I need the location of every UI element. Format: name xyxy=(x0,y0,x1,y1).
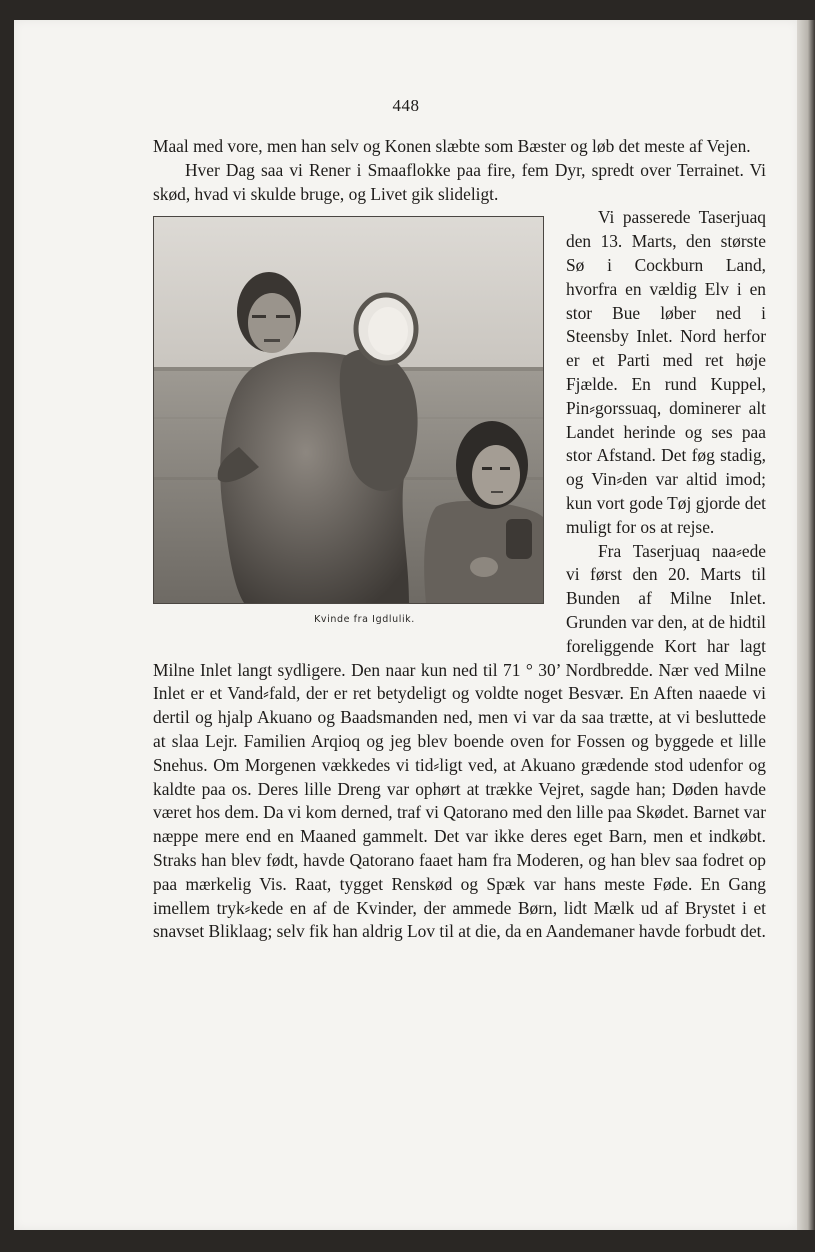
photo-woman-with-children xyxy=(153,216,544,604)
paragraph-2: Hver Dag saa vi Rener i Smaaflokke paa fire, fem Dyr, spredt over Terrainet. Vi skød, hvad vi skulde bruge, og Livet gik slideligt. xyxy=(153,159,766,204)
body-text xyxy=(153,135,766,944)
book-page xyxy=(14,20,798,1230)
book-gutter xyxy=(797,20,815,1230)
photo-caption: Kvinde fra Igdlulik. xyxy=(314,614,415,626)
paragraph-3 xyxy=(153,206,766,626)
photo-figure xyxy=(153,216,552,640)
paragraph-1: Maal med vore, men han selv og Konen slæbte som Bæster og løb det meste af Vejen. xyxy=(153,136,751,156)
paragraph-3-text: Vi passerede Taserjuaq den 13. Marts, den største Sø i Cockburn Land, hvorfra en vældig Elv i en stor Bue løber ned i Steensby Inlet. Nord herfor er et Parti med ret høje Fjælde. En rund Kuppel, Pin⸗gorssuaq, dominerer alt Landet herinde og ses paa stor Afstand. Det føg stadig, og Vin⸗den var altid imod; kun vort gode Tøj gjorde det muligt for os at rejse. xyxy=(566,207,766,537)
page-number: 448 xyxy=(392,96,420,115)
paragraph-4: Fra Taserjuaq naa⸗ede vi først den 20. Marts til Bunden af Milne Inlet. Grunden var den, at de hidtil foreliggende Kort har lagt Milne Inlet langt sydligere. Den naar kun ned til 71 ° 30’ Nordbredde. Nær ved Milne Inlet er et Vand⸗fald, der er ret betydeligt og voldte noget Besvær. En Aften naaede vi dertil og hjalp Akuano og Baadsmanden ned, men vi var da saa trætte, at vi besluttede at slaa Lejr. Familien Arqioq og jeg blev boende oven for Fossen og byggede et lille Snehus. Om Morgenen vækkedes vi tid⸗ligt ved, at Akuano grædende stod udenfor og kaldte paa os. Deres lille Dreng var ophørt at trække Vejret, sagde han; Døden havde været hos dem. Da vi kom derned, traf vi Qatorano med den lille paa Skødet. Barnet var næppe mere end en Maaned gammelt. Det var ikke deres eget Barn, men et indkøbt. Straks han blev født, havde Qatorano faaet ham fra Moderen, og han blev saa fodret op paa mærkelig Vis. Raat, tygget Renskød og Spæk var hans meste Føde. En Gang imellem tryk⸗kede en af de Kvinder, der ammede Børn, lidt Mælk ud af Brystet i et snavset Bliklaag; selv fik han aldrig Lov til at die, da en Aandemaner havde forbudt det. xyxy=(153,540,766,942)
